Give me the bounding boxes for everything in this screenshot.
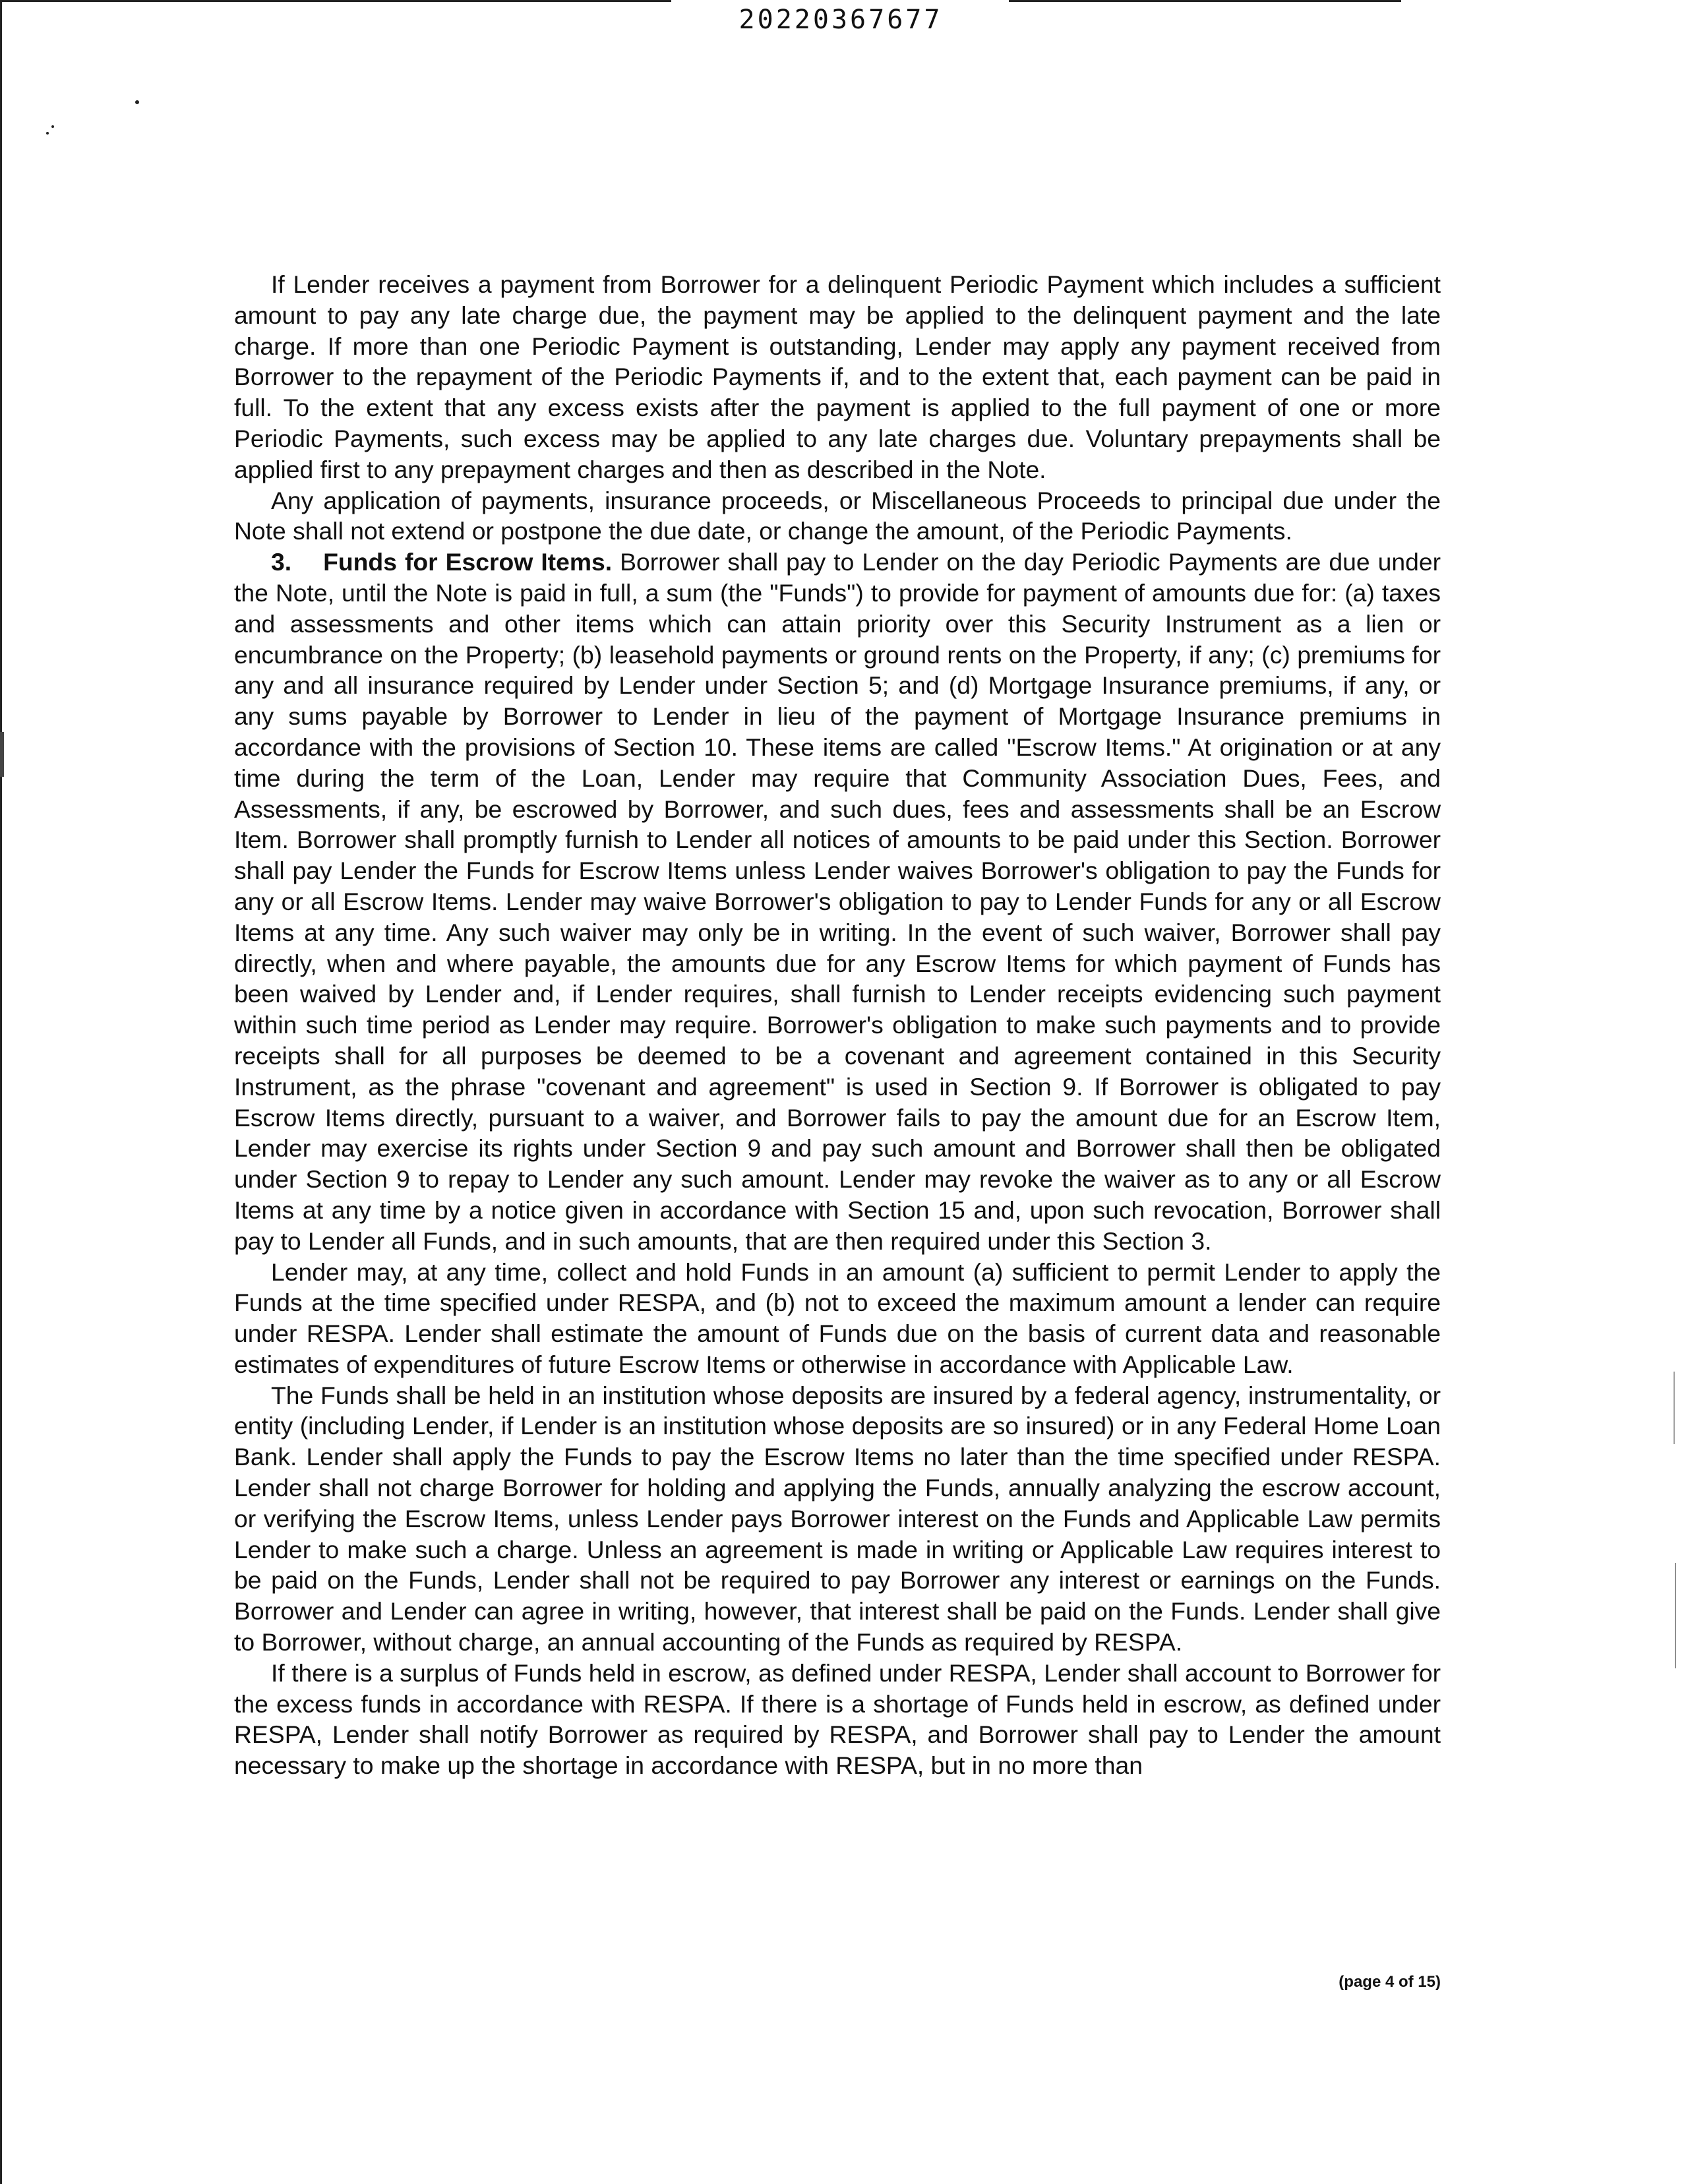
page-left-border bbox=[0, 0, 2, 2184]
paragraph-funds-institution: The Funds shall be held in an institution whose deposits are insured by a federal agency, instrumentality, or entity (including Lender, if Lender is an institution whose deposits are so insured) or in any Federal Home Loan Bank. Lender shall apply the Funds to pay the Escrow Items no later than the time specified under RESPA. Lender shall not charge Borrower for holding and applying the Funds, annually analyzing the escrow account, or verifying the Escrow Items, unless Lender pays Borrower interest on the Funds and Applicable Law permits Lender to make such a charge. Unless an agreement is made in writing or Applicable Law requires interest to be paid on the Funds, Lender shall not be required to pay Borrower any interest or earnings on the Funds. Borrower and Lender can agree in writing, however, that interest shall be paid on the Funds. Lender shall give to Borrower, without charge, an annual accounting of the Funds as required by RESPA. bbox=[234, 1381, 1441, 1656]
paragraph-application-of-payments: Any application of payments, insurance proceeds, or Miscellaneous Proceeds to principal due under the Note shall not extend or postpone the due date, or change the amount, of the Periodic Payments. bbox=[234, 486, 1441, 545]
scan-margin-mark bbox=[0, 732, 4, 777]
paragraph-section-3 bbox=[234, 547, 1441, 1256]
section-3-body: Borrower shall pay to Lender on the day Periodic Payments are due under the Note, until the Note is paid in full, a sum (the "Funds") to provide for payment of amounts due for: (a) taxes and assessments and other items which can attain priority over this Security Instrument as a lien or encumbrance on the Property; (b) leasehold payments or ground rents on the Property, if any; (c) premiums for any and all insurance required by Lender under Section 5; and (d) Mortgage Insurance premiums, if any, or any sums payable by Borrower to Lender in lieu of the payment of Mortgage Insurance premiums in accordance with the provisions of Section 10. These items are called "Escrow Items." At origination or at any time during the term of the Loan, Lender may require that Community Association Dues, Fees, and Assessments, if any, be escrowed by Borrower, and such dues, fees and assessments shall be an Escrow Item. Borrower shall promptly furnish to Lender all notices of amounts to be paid under this Section. Borrower shall pay Lender the Funds for Escrow Items unless Lender waives Borrower's obligation to pay the Funds for any or all Escrow Items. Lender may waive Borrower's obligation to pay to Lender Funds for any or all Escrow Items at any time. Any such waiver may only be in writing. In the event of such waiver, Borrower shall pay directly, when and where payable, the amounts due for any Escrow Items for which payment of Funds has been waived by Lender and, if Lender requires, shall furnish to Lender receipts evidencing such payment within such time period as Lender may require. Borrower's obligation to make such payments and to provide receipts shall for all purposes be deemed to be a covenant and agreement contained in this Security Instrument, as the phrase "covenant and agreement" is used in Section 9. If Borrower is obligated to pay Escrow Items directly, pursuant to a waiver, and Borrower fails to pay the amount due for an Escrow Item, Lender may exercise its rights under Section 9 and pay such amount and Borrower shall then be obligated under Section 9 to repay to Lender any such amount. Lender may revoke the waiver as to any or all Escrow Items at any time by a notice given in accordance with Section 15 and, upon such revocation, Borrower shall pay to Lender all Funds, and in such amounts, that are then required under this Section 3. bbox=[234, 548, 1441, 1255]
section-3-heading: 3. Funds for Escrow Items. bbox=[271, 548, 613, 576]
scan-speck bbox=[51, 125, 54, 128]
scan-speck bbox=[135, 100, 139, 104]
document-body bbox=[234, 269, 1441, 1781]
paragraph-collect-hold-funds: Lender may, at any time, collect and hold Funds in an amount (a) sufficient to permit Lender to apply the Funds at the time specified under RESPA, and (b) not to exceed the maximum amount a lender can require under RESPA. Lender shall estimate the amount of Funds due on the basis of current data and reasonable estimates of expenditures of future Escrow Items or otherwise in accordance with Applicable Law. bbox=[234, 1258, 1441, 1378]
scan-speck bbox=[46, 132, 49, 135]
top-rule-right bbox=[1009, 0, 1401, 2]
paragraph-delinquent-payments: If Lender receives a payment from Borrower for a delinquent Periodic Payment which includes a sufficient amount to pay any late charge due, the payment may be applied to the delinquent payment and the late charge. If more than one Periodic Payment is outstanding, Lender may apply any payment received from Borrower to the repayment of the Periodic Payments if, and to the extent that, each payment can be paid in full. To the extent that any excess exists after the payment is applied to the full payment of one or more Periodic Payments, such excess may be applied to any late charges due. Voluntary prepayments shall be applied first to any prepayment charges and then as described in the Note. bbox=[234, 270, 1441, 483]
top-rule-left bbox=[0, 0, 671, 2]
page-number-footer: (page 4 of 15) bbox=[1339, 1973, 1441, 1991]
scan-margin-mark bbox=[1673, 1372, 1675, 1444]
paragraph-surplus-shortage: If there is a surplus of Funds held in escrow, as defined under RESPA, Lender shall account to Borrower for the excess funds in accordance with RESPA. If there is a shortage of Funds held in escrow, as defined under RESPA, Lender shall notify Borrower as required by RESPA, and Borrower shall pay to Lender the amount necessary to make up the shortage in accordance with RESPA, but in no more than bbox=[234, 1658, 1441, 1780]
document-number: 20220367677 bbox=[738, 5, 943, 35]
scan-margin-mark bbox=[1675, 1563, 1676, 1668]
